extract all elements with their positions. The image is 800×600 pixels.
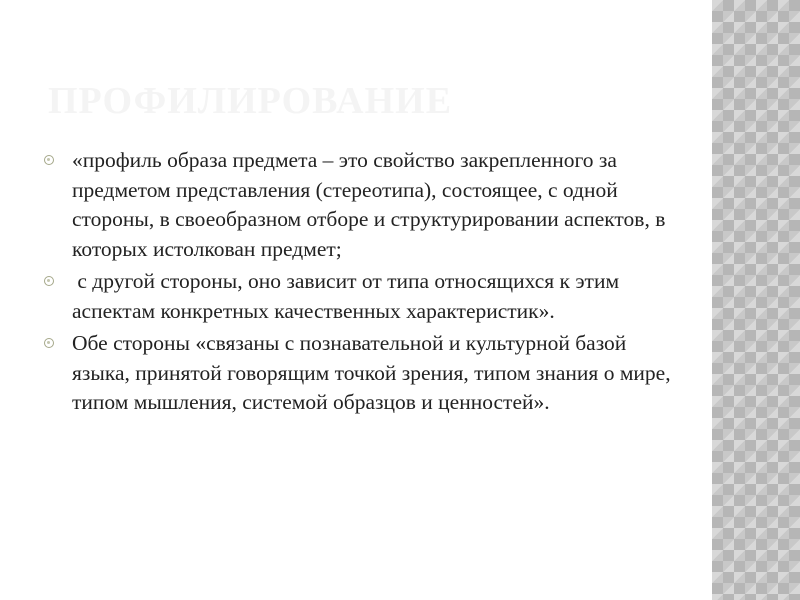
- bullet-circle-icon: [44, 338, 54, 348]
- decorative-side-panel: [712, 0, 800, 600]
- bullet-text: с другой стороны, оно зависит от типа относящихся к этим аспектам конкретных качественных характеристик».: [72, 269, 625, 323]
- bullet-list: [40, 146, 680, 418]
- bullet-item: [40, 146, 680, 264]
- diamond-pattern: [712, 0, 800, 600]
- bullet-item: [40, 329, 680, 418]
- slide-title: ПРОФИЛИРОВАНИЕ: [48, 80, 453, 122]
- bullet-text: «профиль образа предмета – это свойство закрепленного за предметом представления (стереотипа), состоящее, с одной стороны, в своеобразном отборе и структурировании аспектов, в которых истолкован предмет;: [72, 148, 666, 261]
- bullet-item: [40, 267, 680, 326]
- bullet-text: Обе стороны «связаны с познавательной и культурной базой языка, принятой говорящим точкой зрения, типом знания о мире, типом мышления, системой образцов и ценностей».: [72, 331, 671, 414]
- bullet-circle-icon: [44, 155, 54, 165]
- bullet-circle-icon: [44, 276, 54, 286]
